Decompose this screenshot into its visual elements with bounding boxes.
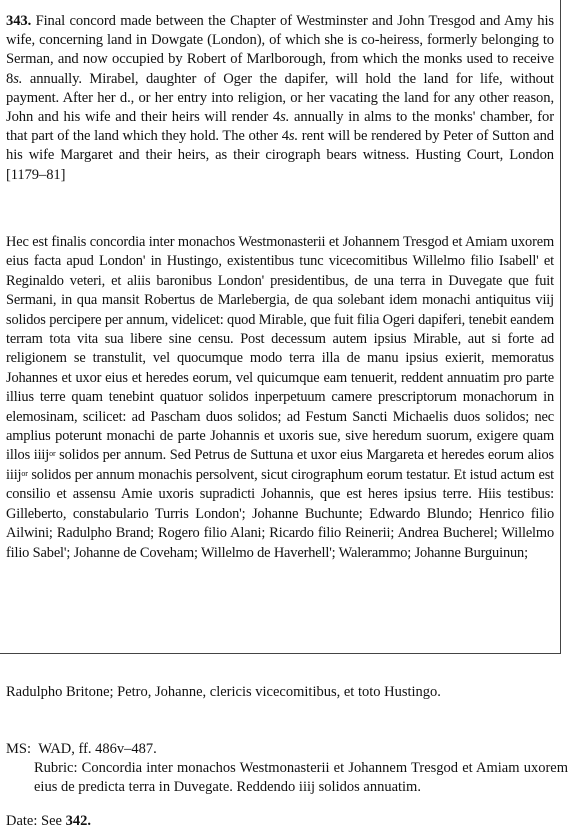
- ms-value: WAD, ff. 486v–487.: [38, 741, 157, 757]
- shilling-abbrev-2: s.: [280, 109, 290, 126]
- entry-number: 343.: [6, 13, 32, 29]
- date-label: Date:: [6, 813, 38, 829]
- summary-text-3: annually in alms to the monks' chamber, for that part of the land which they hold. The other 4: [6, 109, 554, 145]
- summary-text-2: annually. Mirabel, daughter of Oger the dapifer, will hold the land for life, without payment. After her d., or her entry into religion, or her vacating the land for any other reason, John and his wife and their heirs will render 4: [6, 70, 554, 126]
- latin-charter-text: [6, 233, 554, 563]
- english-summary: [6, 12, 554, 185]
- ms-line: [6, 741, 157, 757]
- latin-text-1: Hec est finalis concordia inter monachos Westmonasterii et Johannem Tresgod et Amiam uxorem eius facta apud London' in Hustingo, existentibus tunc vicecomitibus Willelmo filio Isabell' et Reginaldo veteri, et aliis baronibus London' presidentibus, de una terra in Duvegate que fuit Sermani, in qua mansit Robertus de Marlebergia, de qua solebant idem monachi antiquitus viij solidos percipere per annum, videlicet: quod Mirable, que fuit filia Ogeri dapiferi, tenebit eandem terram tota vita sua libere sine censu. Post decessum autem ipsius Mirable, aut si forte ad religionem se transtulit, vel quocumque modo terra illa de manu ipsius exierit, memoratus Johannes et uxor eius et heredes eorum, vel quicumque eam tenuerit, reddent annuatim pro parte illius terre quam tenebint quatuor solidos inperpetuum camere prescriptorum monachorum in elemosinam, scilicet: ad Pascham duos solidos; ad Festum Sancti Michaelis duos solidos; nec amplius poterunt monachi de parte Johannis et uxoris sue, sive heredum suorum, exigere quam illos iiij: [6, 234, 554, 464]
- latin-continuation: Radulpho Britone; Petro, Johanne, clericis vicecomitibus, et toto Hustingo.: [6, 684, 441, 700]
- shilling-abbrev-3: s.: [288, 128, 299, 145]
- latin-text-3: solidos per annum monachis persolvent, sicut cirographum eorum testatur. Et istud actum est consilio et assensu Amie uxoris supradicti Johannis, que est heres ipsius terre. Hiis testibus: Gilleberto, constabulario Turris London'; Johanne Buchunte; Edwardo Blundo; Henrico filio Ailwini; Radulpho Brand; Rogero filio Alani; Ricardo filio Reinerii; Andrea Bucherel; Willelmo filio Sabel'; Johanne de Coveham; Willelmo de Haverhell'; Walerammo; Johanne Burguinun;: [6, 466, 554, 561]
- manuscript-note: [6, 740, 568, 798]
- latin-text-2: solidos per annum. Sed Petrus de Suttuna et uxor eius Margareta et heredes eorum alios iiij: [6, 447, 554, 483]
- page-edge-rule-vertical: [560, 0, 561, 653]
- date-value: See: [41, 813, 62, 829]
- superscript-or-1: or: [49, 449, 56, 459]
- rubric-note: Rubric: Concordia inter monachos Westmonasterii et Johannem Tresgod et Amiam uxorem eius de predicta terra in Duvegate. Reddendo iiij solidos annuatim.: [34, 760, 568, 796]
- superscript-or-2: or: [21, 468, 28, 478]
- summary-text-4: rent will be rendered by Peter of Sutton and his wife Margaret and their heirs, as their cirograph bears witness. Husting Court, London [1179–81]: [6, 128, 554, 183]
- shilling-abbrev-1: s.: [13, 70, 23, 87]
- summary-text-1: Final concord made between the Chapter of Westminster and John Tresgod and Amy his wife, concerning land in Dowgate (London), of which she is co-heiress, formerly belonging to Serman, and now occupied by Robert of Marlborough, from which the monks used to receive 8: [6, 13, 554, 87]
- ms-label: MS:: [6, 741, 31, 757]
- page-edge-rule-horizontal: [0, 653, 561, 654]
- date-ref: 342.: [65, 813, 91, 829]
- date-note: [6, 812, 91, 831]
